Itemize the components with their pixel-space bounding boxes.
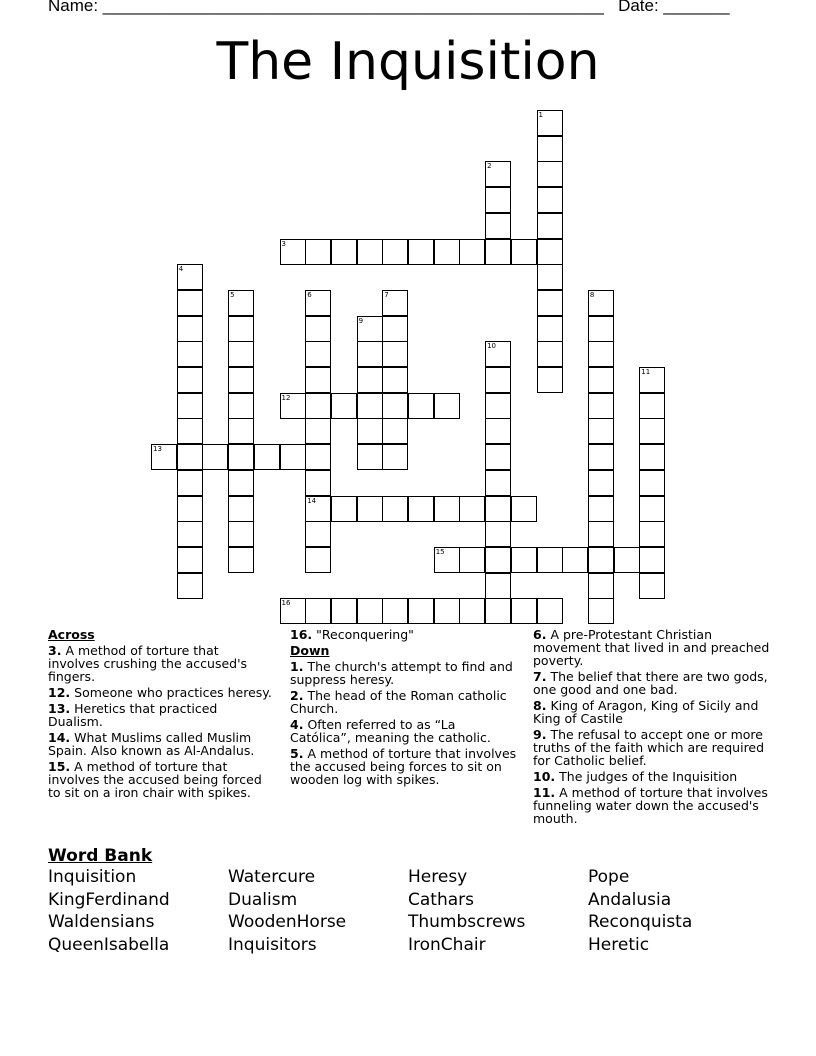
clue-across-15: 15. A method of torture that involves the accused being forced to sit on a iron chair with spikes.: [48, 759, 262, 800]
grid-cell[interactable]: [331, 496, 357, 522]
clue-number-label: 11: [641, 368, 651, 376]
grid-cell[interactable]: [331, 239, 357, 265]
grid-cell[interactable]: [511, 598, 537, 624]
grid-cell[interactable]: [331, 393, 357, 419]
grid-cell[interactable]: [305, 341, 331, 367]
page-title: The Inquisition: [216, 32, 600, 92]
grid-cell[interactable]: [485, 444, 511, 470]
down-heading: Down: [290, 643, 330, 658]
grid-cell[interactable]: [485, 367, 511, 393]
word-bank-item: Reconquista: [588, 912, 693, 933]
grid-cell[interactable]: [537, 598, 563, 624]
clue-down-10: 10. The judges of the Inquisition: [533, 769, 738, 784]
grid-cell[interactable]: [331, 598, 357, 624]
grid-cell[interactable]: [434, 496, 460, 522]
grid-cell[interactable]: [485, 239, 511, 265]
word-bank-item: Heresy: [408, 867, 468, 887]
grid-cell[interactable]: [177, 521, 203, 547]
right-clues-column: [533, 628, 773, 828]
word-bank-row: [48, 912, 788, 935]
grid-cell[interactable]: [228, 444, 254, 470]
word-bank-item: Watercure: [228, 867, 316, 887]
grid-cell[interactable]: [485, 496, 511, 522]
grid-cell[interactable]: [228, 470, 254, 496]
word-bank-item: Andalusia: [588, 889, 672, 910]
grid-cell[interactable]: [177, 367, 203, 393]
grid-cell[interactable]: [305, 239, 331, 265]
grid-cell[interactable]: [177, 316, 203, 342]
grid-cell[interactable]: [588, 470, 614, 496]
grid-cell[interactable]: [511, 239, 537, 265]
grid-cell[interactable]: [588, 418, 614, 444]
grid-cell[interactable]: [434, 239, 460, 265]
grid-cell[interactable]: [382, 367, 408, 393]
grid-cell[interactable]: [408, 239, 434, 265]
grid-cell[interactable]: [639, 573, 665, 599]
name-field-label: Name: _____________________________________________________: [48, 0, 604, 15]
grid-cell[interactable]: [357, 239, 383, 265]
grid-cell[interactable]: [382, 239, 408, 265]
grid-cell[interactable]: [408, 598, 434, 624]
clue-number-label: 3: [281, 239, 286, 248]
grid-cell[interactable]: [357, 341, 383, 367]
clue-across-16: 16. "Reconquering": [290, 627, 414, 642]
grid-cell[interactable]: [588, 444, 614, 470]
grid-cell[interactable]: [305, 367, 331, 393]
grid-cell[interactable]: [357, 598, 383, 624]
grid-cell[interactable]: [639, 393, 665, 419]
clue-across-3: 3. A method of torture that involves crushing the accused's fingers.: [48, 643, 248, 684]
grid-cell[interactable]: [537, 290, 563, 316]
grid-cell[interactable]: [382, 393, 408, 419]
grid-cell[interactable]: [382, 444, 408, 470]
grid-cell[interactable]: [485, 418, 511, 444]
grid-cell[interactable]: [382, 598, 408, 624]
word-bank-item: Inquisitors: [228, 935, 317, 956]
grid-cell[interactable]: [305, 598, 331, 624]
clue-number-label: 14: [307, 496, 317, 505]
word-bank-item: Inquisition: [48, 867, 137, 887]
clue-down-7: 7. The belief that there are two gods, one good and one bad.: [533, 669, 768, 697]
grid-cell[interactable]: [537, 547, 563, 573]
grid-cell[interactable]: [485, 547, 511, 573]
clue-number-label: 16: [281, 599, 291, 608]
clue-down-8: 8. King of Aragon, King of Sicily and King of Castile: [533, 698, 759, 726]
grid-cell[interactable]: [485, 521, 511, 547]
grid-cell[interactable]: [254, 444, 280, 470]
grid-cell[interactable]: [357, 367, 383, 393]
grid-cell[interactable]: [537, 367, 563, 393]
grid-cell[interactable]: [280, 444, 306, 470]
grid-cell[interactable]: [177, 496, 203, 522]
word-bank-item: Pope: [588, 867, 630, 887]
grid-cell[interactable]: [511, 547, 537, 573]
grid-cell[interactable]: [485, 470, 511, 496]
grid-cell[interactable]: [485, 598, 511, 624]
grid-cell[interactable]: [639, 444, 665, 470]
clue-across-12: 12. Someone who practices heresy.: [48, 685, 272, 700]
grid-cell[interactable]: [382, 496, 408, 522]
date-field-label: Date: _______: [618, 0, 730, 15]
grid-cell[interactable]: [228, 316, 254, 342]
clue-number-label: 7: [384, 290, 389, 299]
grid-cell[interactable]: [177, 341, 203, 367]
grid-cell[interactable]: [639, 470, 665, 496]
grid-cell[interactable]: [459, 547, 485, 573]
word-bank: [48, 867, 788, 958]
grid-cell[interactable]: [459, 496, 485, 522]
grid-cell[interactable]: [639, 418, 665, 444]
grid-cell[interactable]: [177, 418, 203, 444]
across-clues-column: [48, 628, 273, 802]
grid-cell[interactable]: [485, 573, 511, 599]
grid-cell[interactable]: [305, 316, 331, 342]
grid-cell[interactable]: [202, 444, 228, 470]
grid-cell[interactable]: [382, 341, 408, 367]
grid-cell[interactable]: [639, 547, 665, 573]
word-bank-item: QueenIsabella: [48, 935, 170, 956]
grid-cell[interactable]: [305, 393, 331, 419]
grid-cell[interactable]: [459, 598, 485, 624]
grid-cell[interactable]: [382, 418, 408, 444]
word-bank-item: IronChair: [408, 935, 486, 956]
word-bank-row: [48, 890, 788, 913]
grid-cell[interactable]: [614, 547, 640, 573]
grid-cell[interactable]: [228, 393, 254, 419]
word-bank-item: WoodenHorse: [228, 912, 347, 933]
word-bank-item: Heretic: [588, 935, 650, 956]
clue-number-label: 10: [487, 342, 497, 351]
clue-down-11: 11. A method of torture that involves funneling water down the accused's mouth.: [533, 785, 768, 826]
grid-cell[interactable]: [588, 521, 614, 547]
grid-cell[interactable]: [357, 496, 383, 522]
grid-cell[interactable]: [485, 213, 511, 239]
grid-cell[interactable]: [588, 547, 614, 573]
grid-cell[interactable]: [459, 239, 485, 265]
grid-cell[interactable]: [228, 521, 254, 547]
across-heading: Across: [48, 627, 95, 642]
clue-number-label: 15: [435, 547, 445, 556]
clue-number-label: 1: [538, 111, 543, 119]
grid-cell[interactable]: [588, 598, 614, 624]
clue-number-label: 9: [358, 316, 364, 325]
clue-number-label: 6: [307, 290, 312, 299]
clue-across-14: 14. What Muslims called Muslim Spain. Also known as Al-Andalus.: [48, 730, 255, 758]
grid-cell[interactable]: [537, 341, 563, 367]
grid-cell[interactable]: [588, 341, 614, 367]
clue-number-label: 12: [281, 393, 291, 402]
grid-cell[interactable]: [228, 341, 254, 367]
clue-down-2: 2. The head of the Roman catholic Church.: [290, 688, 507, 716]
word-bank-item: Thumbscrews: [408, 912, 526, 933]
grid-cell[interactable]: [588, 316, 614, 342]
grid-cell[interactable]: [305, 547, 331, 573]
grid-cell[interactable]: [305, 521, 331, 547]
clue-number-label: 4: [178, 265, 184, 274]
word-bank-item: KingFerdinand: [48, 889, 170, 910]
grid-cell[interactable]: [177, 290, 203, 316]
grid-cell[interactable]: [434, 393, 460, 419]
grid-cell[interactable]: [177, 444, 203, 470]
grid-cell[interactable]: [562, 547, 588, 573]
grid-cell[interactable]: [485, 393, 511, 419]
grid-cell[interactable]: [639, 521, 665, 547]
word-bank-item: Dualism: [228, 889, 298, 910]
grid-cell[interactable]: [537, 161, 563, 187]
grid-cell[interactable]: [177, 393, 203, 419]
word-bank-item: Waldensians: [48, 912, 155, 933]
grid-cell[interactable]: [588, 573, 614, 599]
grid-cell[interactable]: [228, 418, 254, 444]
grid-cell[interactable]: [177, 470, 203, 496]
grid-cell[interactable]: [408, 393, 434, 419]
clue-down-6: 6. A pre-Protestant Christian movement that lived in and preached poverty.: [533, 627, 770, 668]
word-bank-title: Word Bank: [48, 846, 153, 866]
grid-cell[interactable]: [485, 187, 511, 213]
clue-down-4: 4. Often referred to as “La Católica”, meaning the catholic.: [290, 717, 491, 745]
grid-cell[interactable]: [305, 470, 331, 496]
grid-cell[interactable]: [177, 573, 203, 599]
grid-cell[interactable]: [305, 418, 331, 444]
grid-cell[interactable]: [537, 213, 563, 239]
grid-cell[interactable]: [228, 367, 254, 393]
grid-cell[interactable]: [382, 316, 408, 342]
grid-cell[interactable]: [588, 393, 614, 419]
word-bank-row: [48, 867, 788, 890]
grid-cell[interactable]: [408, 496, 434, 522]
grid-cell[interactable]: [639, 496, 665, 522]
middle-clues-column: [290, 628, 520, 789]
grid-cell[interactable]: [537, 187, 563, 213]
grid-cell[interactable]: [357, 418, 383, 444]
grid-cell[interactable]: [511, 496, 537, 522]
grid-cell[interactable]: [177, 547, 203, 573]
clue-down-5: 5. A method of torture that involves the accused being forces to sit on wooden log with spikes.: [290, 746, 517, 787]
grid-cell[interactable]: [588, 496, 614, 522]
grid-cell[interactable]: [537, 316, 563, 342]
clue-number-label: 5: [230, 290, 235, 299]
grid-cell[interactable]: [228, 496, 254, 522]
grid-cell[interactable]: [537, 239, 563, 265]
grid-cell[interactable]: [537, 264, 563, 290]
clue-down-1: 1. The church's attempt to find and suppress heresy.: [290, 659, 513, 687]
grid-cell[interactable]: [305, 444, 331, 470]
grid-cell[interactable]: [228, 547, 254, 573]
clue-across-13: 13. Heretics that practiced Dualism.: [48, 701, 218, 729]
grid-cell[interactable]: [357, 444, 383, 470]
clue-number-label: 2: [487, 162, 492, 171]
clue-down-9: 9. The refusal to accept one or more truths of the faith which are required for Catholic belief.: [533, 727, 765, 768]
word-bank-row: [48, 935, 788, 958]
grid-cell[interactable]: [537, 136, 563, 162]
grid-cell[interactable]: [588, 367, 614, 393]
grid-cell[interactable]: [434, 598, 460, 624]
word-bank-item: Cathars: [408, 889, 474, 910]
clue-number-label: 8: [589, 290, 595, 299]
clue-number-label: 13: [153, 445, 162, 454]
grid-cell[interactable]: [357, 393, 383, 419]
